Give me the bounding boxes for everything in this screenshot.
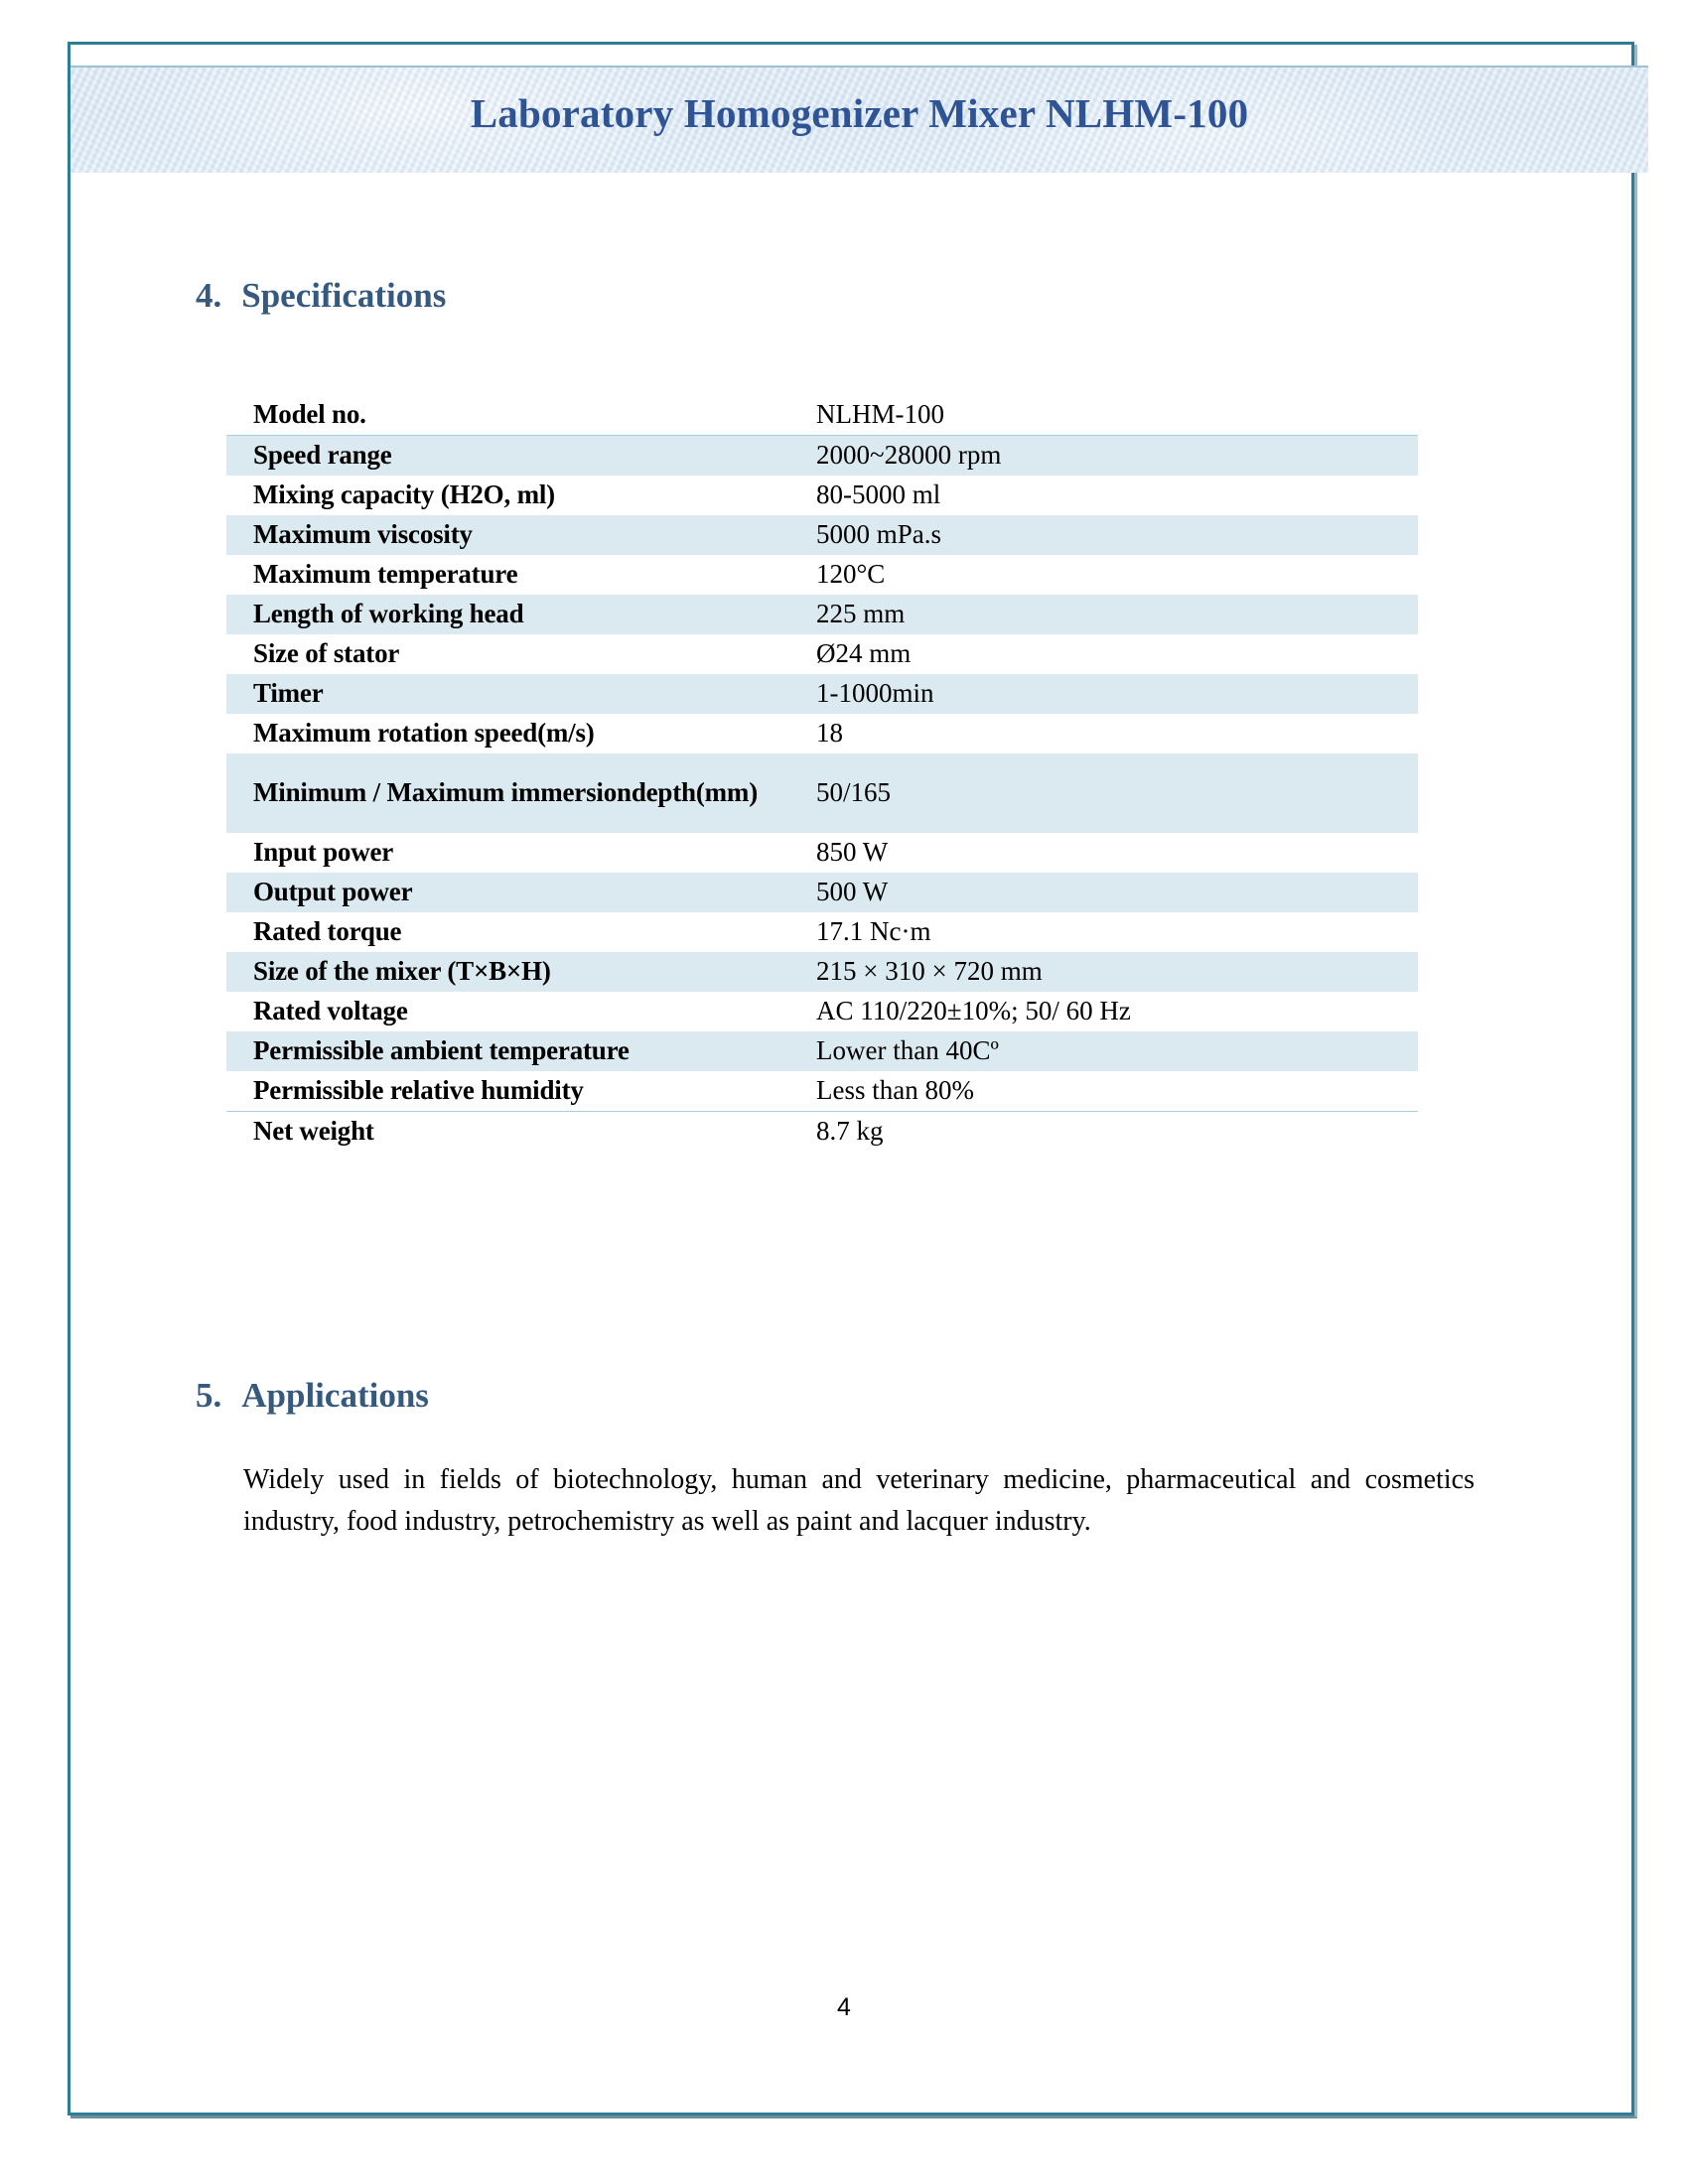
spec-value: 850 W bbox=[816, 837, 889, 867]
spec-label: Net weight bbox=[253, 1116, 374, 1146]
table-row bbox=[226, 1031, 1418, 1071]
spec-value: 215 × 310 × 720 mm bbox=[816, 956, 1043, 986]
spec-value: 8.7 kg bbox=[816, 1116, 884, 1146]
page-number: 4 bbox=[837, 1993, 851, 2021]
section-heading-specifications bbox=[196, 276, 446, 316]
spec-value: 80-5000 ml bbox=[816, 479, 941, 509]
table-row bbox=[226, 873, 1418, 912]
spec-label: Timer bbox=[253, 678, 324, 708]
table-row bbox=[226, 952, 1418, 992]
spec-value: 225 mm bbox=[816, 599, 906, 628]
spec-label: Input power bbox=[253, 837, 394, 867]
spec-label: Size of stator bbox=[253, 638, 400, 668]
spec-label: Model no. bbox=[253, 399, 366, 429]
section-number-applications: 5. bbox=[196, 1376, 222, 1415]
spec-value: 1-1000min bbox=[816, 678, 934, 708]
spec-label: Length of working head bbox=[253, 599, 524, 628]
spec-label: Rated torque bbox=[253, 916, 402, 946]
table-row bbox=[226, 714, 1418, 753]
spec-value: Lower than 40Cº bbox=[816, 1035, 999, 1065]
table-row bbox=[226, 555, 1418, 595]
table-row bbox=[226, 395, 1418, 436]
spec-label: Maximum rotation speed(m/s) bbox=[253, 718, 595, 748]
spec-label: Minimum / Maximum immersiondepth(mm) bbox=[253, 777, 759, 807]
table-row bbox=[226, 833, 1418, 873]
table-row bbox=[226, 1071, 1418, 1112]
table-row bbox=[226, 476, 1418, 515]
table-row bbox=[226, 634, 1418, 674]
table-row bbox=[226, 1112, 1418, 1153]
spec-label: Permissible ambient temperature bbox=[253, 1035, 630, 1065]
section-title-specifications: Specifications bbox=[241, 276, 447, 315]
spec-value: 500 W bbox=[816, 877, 889, 906]
spec-label: Maximum viscosity bbox=[253, 519, 473, 549]
spec-value: Ø24 mm bbox=[816, 638, 912, 668]
spec-value: 120°C bbox=[816, 559, 886, 589]
table-row bbox=[226, 674, 1418, 714]
table-row bbox=[226, 515, 1418, 555]
spec-value: 18 bbox=[816, 718, 843, 748]
spec-value: Less than 80% bbox=[814, 1071, 1418, 1112]
spec-label: Speed range bbox=[226, 436, 814, 477]
spec-value: AC 110/220±10%; 50/ 60 Hz bbox=[816, 996, 1131, 1025]
section-number-specifications: 4. bbox=[196, 276, 222, 315]
spec-label: Permissible relative humidity bbox=[226, 1071, 814, 1112]
section-heading-applications bbox=[196, 1376, 429, 1416]
spec-label: Rated voltage bbox=[253, 996, 408, 1025]
spec-label: Mixing capacity (H2O, ml) bbox=[253, 479, 555, 509]
applications-body-text: Widely used in fields of biotechnology, human and veterinary medicine, pharmaceutical and cosmetics industry, food industry, petrochemistry as well as paint and lacquer industry. bbox=[243, 1464, 1475, 1537]
spec-value: NLHM-100 bbox=[816, 399, 944, 429]
spec-value: 50/165 bbox=[816, 777, 892, 807]
table-row bbox=[226, 595, 1418, 634]
table-row bbox=[226, 436, 1418, 477]
table-row bbox=[226, 753, 1418, 833]
spec-label: Output power bbox=[253, 877, 413, 906]
section-title-applications: Applications bbox=[241, 1376, 429, 1415]
spec-value: 5000 mPa.s bbox=[816, 519, 942, 549]
table-row bbox=[226, 992, 1418, 1031]
header-banner bbox=[70, 66, 1648, 173]
specifications-table bbox=[226, 395, 1418, 1152]
spec-value: 17.1 Nc·m bbox=[816, 916, 931, 946]
spec-label: Maximum temperature bbox=[253, 559, 518, 589]
table-row bbox=[226, 912, 1418, 952]
spec-value: 2000~28000 rpm bbox=[814, 436, 1418, 477]
document-title: Laboratory Homogenizer Mixer NLHM-100 bbox=[470, 90, 1249, 136]
spec-label: Size of the mixer (T×B×H) bbox=[253, 956, 551, 986]
